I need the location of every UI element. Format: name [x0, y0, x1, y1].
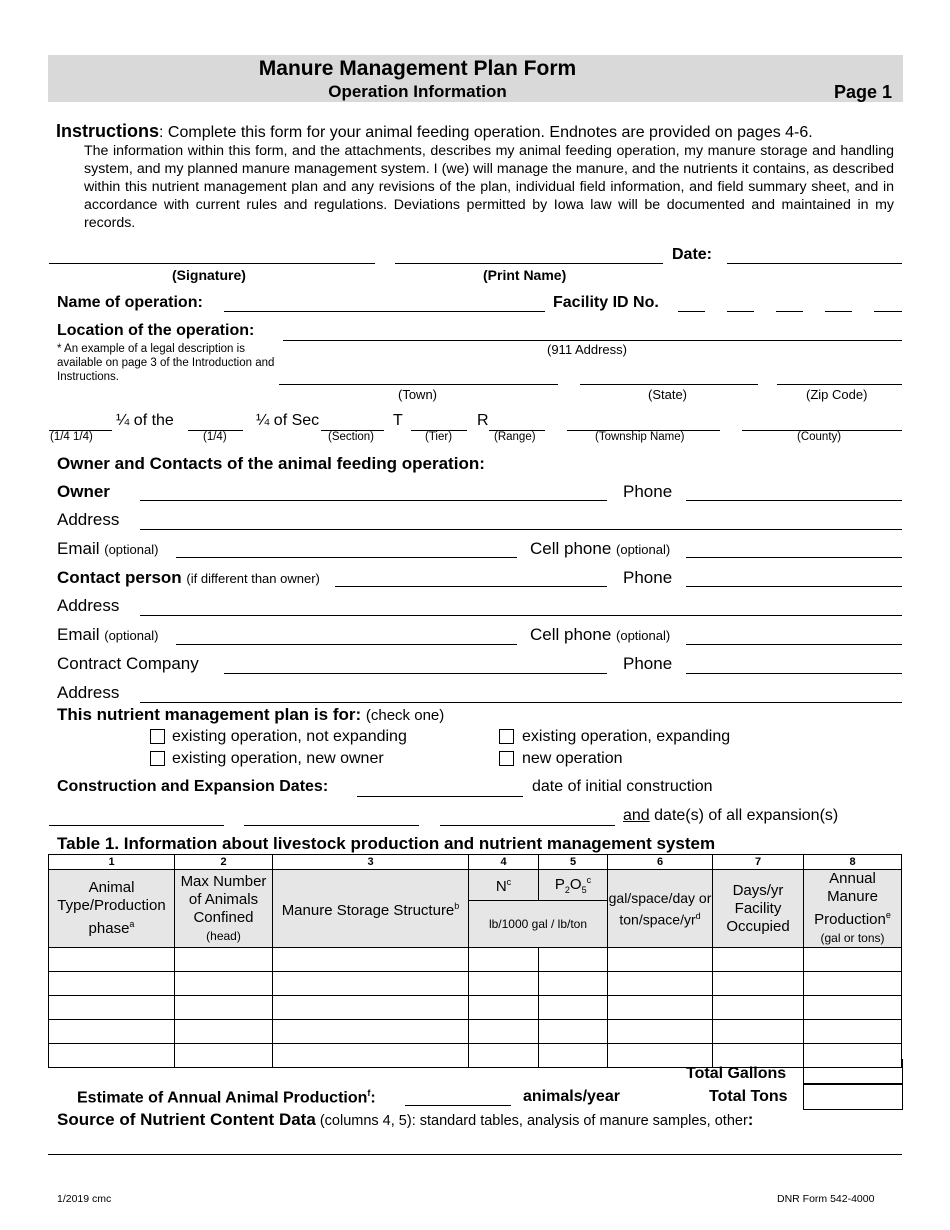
instructions-lead	[56, 121, 813, 142]
contact-phone-label: Phone	[623, 568, 673, 587]
owner-cell-optional: (optional)	[616, 542, 671, 557]
header-rate	[608, 870, 713, 948]
table-cell[interactable]	[273, 1044, 469, 1068]
table-cell[interactable]	[469, 948, 539, 972]
table-cell[interactable]	[175, 1020, 273, 1044]
address-911-field[interactable]	[283, 340, 902, 341]
contract-company-label: Contract Company	[57, 654, 199, 673]
facility-id-field-1[interactable]	[678, 311, 705, 312]
tier-caption: (Tier)	[425, 431, 453, 443]
contract-company-field[interactable]	[224, 673, 607, 674]
header-storage-structure	[273, 870, 469, 948]
owner-label: Owner	[57, 482, 110, 501]
endnote-f: f	[367, 1088, 371, 1098]
footer-date: 1/2019 cmc	[57, 1193, 112, 1205]
table-cell[interactable]	[273, 996, 469, 1020]
table-cell[interactable]	[539, 1044, 608, 1068]
location-note: * An example of a legal description is available on page 3 of the Introduction and Instructions.	[57, 343, 275, 383]
table-cell[interactable]	[713, 996, 804, 1020]
town-caption: (Town)	[398, 387, 438, 402]
table-cell[interactable]	[49, 972, 175, 996]
table-cell[interactable]	[49, 1044, 175, 1068]
total-gallons-field[interactable]	[803, 1059, 903, 1084]
option-expanding: existing operation, expanding	[522, 728, 731, 745]
contact-cell-label	[530, 625, 670, 645]
estimate-label	[77, 1088, 376, 1107]
checkbox-new-operation[interactable]	[499, 751, 514, 766]
owner-address-label: Address	[57, 510, 120, 529]
checkbox-not-expanding[interactable]	[150, 729, 165, 744]
total-tons-field[interactable]	[803, 1084, 903, 1110]
contact-cell-field[interactable]	[686, 644, 902, 645]
contact-person-label	[57, 568, 320, 588]
table-cell[interactable]	[804, 996, 902, 1020]
header-max-animals	[175, 870, 273, 948]
table-cell[interactable]	[175, 972, 273, 996]
zip-caption: (Zip Code)	[806, 387, 868, 402]
table-cell[interactable]	[608, 1020, 713, 1044]
header-phosphate	[539, 870, 608, 901]
owner-phone-field[interactable]	[686, 500, 902, 501]
livestock-table	[48, 854, 902, 1068]
contact-person-field[interactable]	[335, 586, 607, 587]
header-annual-manure	[804, 870, 902, 948]
contact-email-label	[57, 625, 158, 645]
owner-field[interactable]	[140, 500, 607, 501]
table-cell[interactable]	[175, 948, 273, 972]
table-cell[interactable]	[804, 1020, 902, 1044]
estimate-label-text: Estimate of Annual Animal Production	[77, 1089, 368, 1107]
col-number: 7	[713, 855, 804, 870]
source-label: Source of Nutrient Content Data	[57, 1110, 316, 1129]
table-cell[interactable]	[608, 1044, 713, 1068]
endnote-c: c	[506, 877, 512, 888]
table-cell[interactable]	[273, 972, 469, 996]
table-cell[interactable]	[804, 972, 902, 996]
owner-email-label	[57, 539, 158, 559]
estimate-colon: :	[370, 1089, 376, 1107]
plan-for-check-one: (check one)	[365, 707, 445, 724]
table-cell[interactable]	[804, 948, 902, 972]
contact-cell-optional: (optional)	[616, 628, 671, 643]
contact-person-text: Contact person	[57, 568, 182, 587]
date-label: Date:	[672, 246, 713, 263]
contact-cell-text: Cell phone	[530, 625, 612, 644]
form-subtitle: Operation Information	[328, 82, 507, 101]
header-animal-type-text: Animal Type/Production phase	[57, 879, 166, 937]
table-cell[interactable]	[273, 1020, 469, 1044]
print-name-caption: (Print Name)	[483, 267, 567, 283]
table1-title: Table 1. Information about livestock production and nutrient management system	[57, 834, 716, 853]
table-row	[49, 972, 902, 996]
quarter-of-sec-label: ¼ of Sec	[256, 412, 320, 429]
date-field[interactable]	[727, 263, 902, 264]
header-phosphate-o: O	[569, 875, 582, 893]
col-number: 1	[49, 855, 175, 870]
checkbox-expanding[interactable]	[499, 729, 514, 744]
contract-address-field[interactable]	[140, 702, 902, 703]
header-nitrogen-text: N	[495, 878, 507, 896]
construction-label: Construction and Expansion Dates:	[57, 778, 329, 795]
township-caption: (Township Name)	[595, 431, 685, 443]
facility-id-field-5[interactable]	[874, 311, 902, 312]
header-phosphate-sub2: 2	[564, 884, 570, 895]
plan-for-text: This nutrient management plan is for:	[57, 705, 362, 724]
col-number: 6	[608, 855, 713, 870]
table-column-numbers	[49, 855, 902, 870]
total-gallons-label: Total Gallons	[686, 1065, 787, 1082]
state-caption: (State)	[648, 387, 688, 402]
owner-address-field[interactable]	[140, 529, 902, 530]
facility-id-field-4[interactable]	[825, 311, 852, 312]
signature-field[interactable]	[49, 263, 375, 264]
owner-email-text: Email	[57, 539, 100, 558]
col-number: 3	[273, 855, 469, 870]
table-cell[interactable]	[469, 972, 539, 996]
contact-address-label: Address	[57, 596, 120, 615]
state-field[interactable]	[580, 384, 758, 385]
table-cell[interactable]	[539, 996, 608, 1020]
table-cell[interactable]	[49, 948, 175, 972]
expansion-caption	[623, 807, 838, 825]
section-caption: (Section)	[328, 431, 375, 443]
tier-label: T	[393, 412, 403, 429]
expansion-and: and	[623, 807, 650, 824]
source-colon: :	[747, 1110, 754, 1129]
table-cell[interactable]	[175, 1044, 273, 1068]
table-cell[interactable]	[539, 1020, 608, 1044]
county-caption: (County)	[797, 431, 842, 443]
header-phosphate-p: P	[554, 875, 565, 893]
header-days-occupied	[713, 870, 804, 948]
table-cell[interactable]	[175, 996, 273, 1020]
initial-construction-caption: date of initial construction	[532, 778, 713, 795]
col-number: 5	[539, 855, 608, 870]
expansion-date-field-1[interactable]	[49, 825, 224, 826]
contact-email-field[interactable]	[176, 644, 517, 645]
table-cell[interactable]	[713, 1020, 804, 1044]
col-number: 8	[804, 855, 902, 870]
contact-address-field[interactable]	[140, 615, 902, 616]
facility-id-field-3[interactable]	[776, 311, 803, 312]
source-field[interactable]	[48, 1154, 902, 1155]
option-not-expanding: existing operation, not expanding	[172, 728, 407, 745]
table-cell[interactable]	[539, 972, 608, 996]
table-cell[interactable]	[49, 996, 175, 1020]
source-line	[57, 1110, 753, 1130]
option-new-operation: new operation	[522, 750, 623, 767]
header-nutrient-unit: lb/1000 gal / lb/ton	[469, 900, 608, 947]
table-cell[interactable]	[713, 948, 804, 972]
endnote-c: c	[586, 874, 592, 885]
owner-phone-label: Phone	[623, 482, 673, 501]
header-storage-structure-text: Manure Storage Structure	[281, 902, 455, 919]
option-new-owner: existing operation, new owner	[172, 750, 384, 767]
endnote-a: a	[129, 919, 135, 929]
total-tons-label: Total Tons	[709, 1088, 788, 1105]
checkbox-new-owner[interactable]	[150, 751, 165, 766]
table-row	[49, 948, 902, 972]
operation-name-label: Name of operation:	[57, 294, 203, 311]
endnote-b: b	[454, 901, 460, 911]
table-cell[interactable]	[273, 948, 469, 972]
instructions-label: Instructions	[56, 121, 160, 141]
owner-email-field[interactable]	[176, 557, 517, 558]
operation-name-field[interactable]	[224, 311, 545, 312]
table-row	[49, 1020, 902, 1044]
town-field[interactable]	[279, 384, 558, 385]
footer-form-number: DNR Form 542-4000	[777, 1193, 875, 1205]
estimate-field[interactable]	[405, 1105, 511, 1106]
header-phosphate-sub5: 5	[581, 884, 587, 895]
table-cell[interactable]	[469, 996, 539, 1020]
header-days-occupied-text: Days/yr Facility Occupied	[726, 881, 790, 935]
contact-phone-field[interactable]	[686, 586, 902, 587]
table-cell[interactable]	[713, 1044, 804, 1068]
expansion-text: date(s) of all expansion(s)	[649, 807, 839, 824]
plan-for-label	[57, 705, 444, 725]
header-annual-manure-unit: (gal or tons)	[820, 931, 885, 945]
endnote-d: d	[695, 910, 701, 921]
table-cell[interactable]	[49, 1020, 175, 1044]
header-nitrogen	[469, 870, 539, 901]
owner-cell-text: Cell phone	[530, 539, 612, 558]
table-cell[interactable]	[608, 948, 713, 972]
form-title: Manure Management Plan Form	[258, 57, 577, 80]
contacts-heading: Owner and Contacts of the animal feeding operation:	[57, 454, 485, 473]
table-header-row	[49, 870, 902, 901]
header-rate-text: gal/space/day or ton/space/yr	[608, 889, 712, 928]
contact-email-text: Email	[57, 625, 100, 644]
instructions-lead-text: : Complete this form for your animal feeding operation. Endnotes are provided on pages 4-6.	[159, 124, 813, 141]
zip-field[interactable]	[777, 384, 902, 385]
location-label: Location of the operation:	[57, 322, 255, 339]
table-cell[interactable]	[608, 996, 713, 1020]
contract-address-label: Address	[57, 683, 120, 702]
contact-email-optional: (optional)	[104, 628, 159, 643]
source-detail: (columns 4, 5): standard tables, analysis of manure samples, other	[315, 1113, 748, 1129]
address-911-caption: (911 Address)	[547, 342, 627, 357]
quarter-of-the-label: ¼ of the	[116, 412, 174, 429]
col-number: 4	[469, 855, 539, 870]
range-label: R	[477, 412, 489, 429]
header-annual-manure-text: Annual Manure Production	[814, 870, 886, 928]
expansion-date-field-2[interactable]	[244, 825, 419, 826]
estimate-unit: animals/year	[523, 1088, 620, 1105]
table-cell[interactable]	[469, 1020, 539, 1044]
contract-phone-field[interactable]	[686, 673, 902, 674]
table-cell[interactable]	[713, 972, 804, 996]
facility-id-field-2[interactable]	[727, 311, 754, 312]
contact-person-note: (if different than owner)	[186, 571, 320, 586]
header-max-animals-unit: (head)	[206, 928, 241, 943]
quarter-caption: (1/4)	[203, 431, 227, 443]
instructions-body: The information within this form, and the attachments, describes my animal feeding operation, my manure storage and handling system, and my planned manure management system. I (we) will manage the manure, and the nutrients it contains, as described within this nutrient management plan and any revisions of the plan, individual field information, and field summary sheet, and in accordance with current rules and regulations. Deviations permitted by Iowa law will be documented and maintained in my records.	[84, 143, 894, 231]
print-name-field[interactable]	[395, 263, 663, 264]
table-cell[interactable]	[469, 1044, 539, 1068]
quarter-quarter-caption: (1/4 1/4)	[50, 431, 93, 443]
range-caption: (Range)	[494, 431, 536, 443]
header-max-animals-text: Max Number of Animals Confined	[180, 872, 267, 926]
owner-cell-label	[530, 539, 670, 559]
owner-email-optional: (optional)	[104, 542, 159, 557]
table-row	[49, 996, 902, 1020]
col-number: 2	[175, 855, 273, 870]
table-cell[interactable]	[539, 948, 608, 972]
owner-cell-field[interactable]	[686, 557, 902, 558]
endnote-e: e	[885, 910, 891, 920]
facility-id-label: Facility ID No.	[553, 294, 659, 311]
table-cell[interactable]	[608, 972, 713, 996]
contract-phone-label: Phone	[623, 654, 673, 673]
table-row	[49, 1044, 902, 1068]
header-animal-type	[49, 870, 175, 948]
signature-caption: (Signature)	[172, 267, 246, 283]
expansion-date-field-3[interactable]	[440, 825, 615, 826]
initial-construction-date-field[interactable]	[357, 796, 523, 797]
page-number: Page 1	[834, 82, 893, 102]
